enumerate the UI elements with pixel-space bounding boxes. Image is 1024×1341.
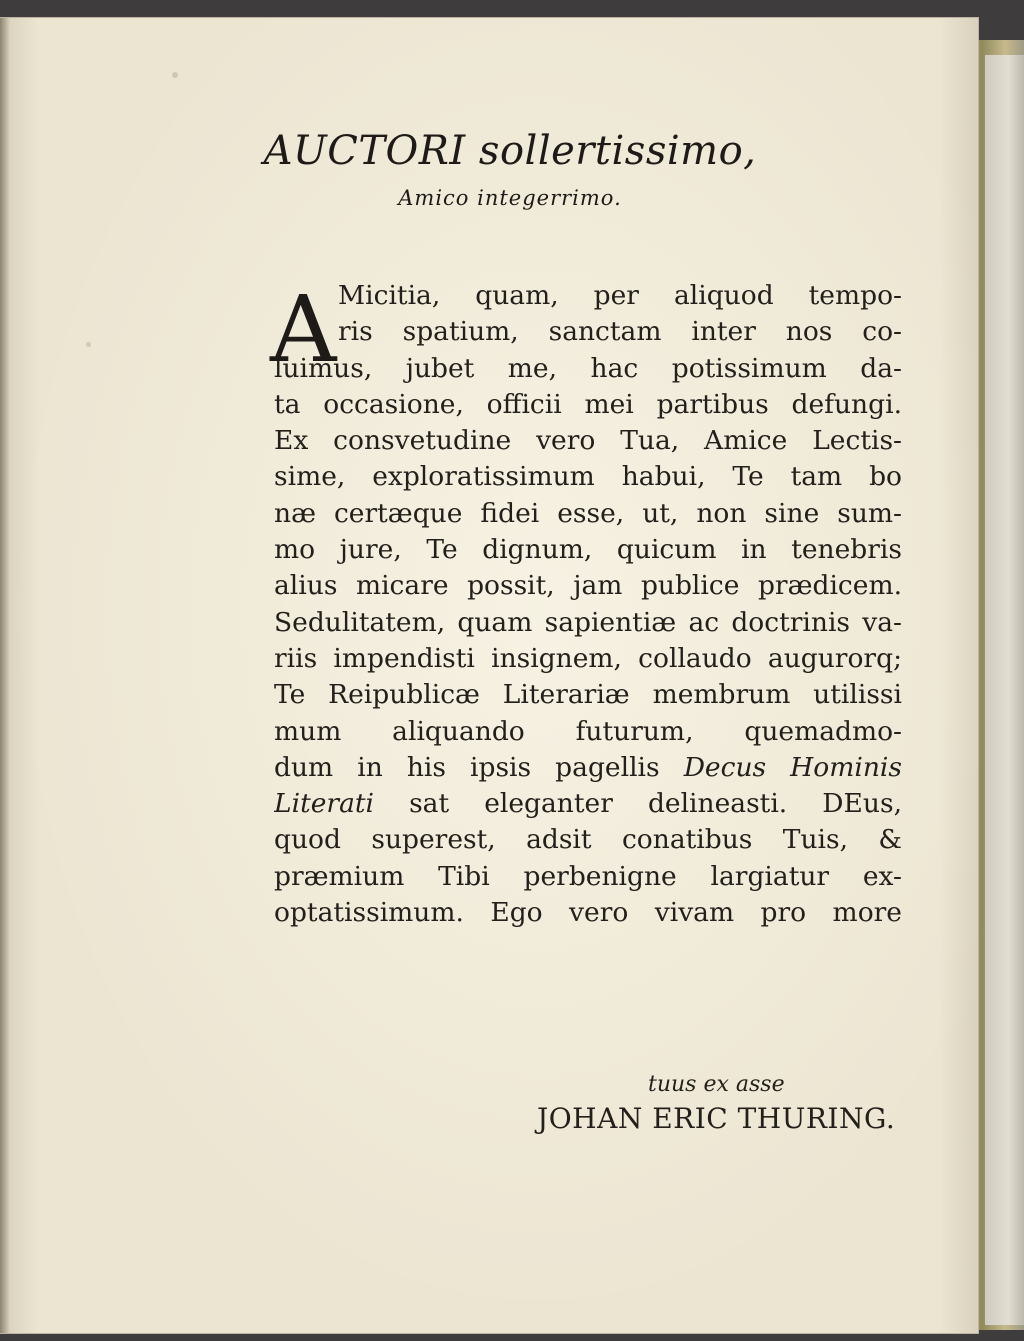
- text-line: mum aliquando futurum, quemadmo-: [274, 715, 902, 747]
- signature: JOHAN ERIC THURING.: [537, 1102, 896, 1135]
- text-line: Te Reipublicæ Literariæ membrum utilissi: [274, 679, 902, 711]
- drop-cap: A: [270, 276, 337, 383]
- page-stain: [172, 72, 178, 78]
- text-line: Ex consvetudine vero Tua, Amice Lectis-: [274, 425, 902, 457]
- text-line-with-italic: [274, 750, 902, 786]
- text-fragment: dum in his ipsis pagellis: [274, 751, 660, 783]
- page-stain: [86, 342, 91, 347]
- text-line: luimus, jubet me, hac potissimum da-: [274, 352, 902, 384]
- italic-title: Decus Hominis: [683, 751, 902, 783]
- book-edge-pages: [985, 55, 1024, 1325]
- italic-title: Literati: [274, 788, 374, 820]
- text-line: optatissimum. Ego vero vivam pro more: [274, 897, 902, 929]
- text-line: mo jure, Te dignum, quicum in tenebris: [274, 534, 902, 566]
- page-gutter-shadow: [0, 18, 10, 1333]
- text-line: Micitia, quam, per aliquod tempo-: [338, 280, 902, 311]
- closing-salutation: tuus ex asse: [648, 1072, 785, 1097]
- text-line: ris spatium, sanctam inter nos co-: [338, 316, 902, 348]
- text-line: Sedulitatem, quam sapientiæ ac doctrinis va-: [274, 606, 902, 638]
- text-line: riis impendisti insignem, collaudo augurorq;: [274, 642, 902, 674]
- text-line: præmium Tibi perbenigne largiatur ex-: [274, 860, 902, 892]
- text-line-with-italic: [274, 786, 902, 822]
- text-line: sime, exploratissimum habui, Te tam bo: [274, 461, 902, 493]
- text-fragment: sat eleganter delineasti. DEus,: [409, 788, 902, 820]
- text-line: ta occasione, officii mei partibus defungi.: [274, 388, 902, 420]
- text-line: quod superest, adsit conatibus Tuis, &: [274, 824, 902, 856]
- heading-dedication: AUCTORI sollertissimo,: [263, 128, 757, 174]
- letter-body: [270, 276, 902, 931]
- text-line: næ certæque fidei esse, ut, non sine sum-: [274, 497, 902, 529]
- heading-subtitle: Amico integerrimo.: [398, 186, 622, 210]
- text-line: alius micare possit, jam publice prædicem.: [274, 570, 902, 602]
